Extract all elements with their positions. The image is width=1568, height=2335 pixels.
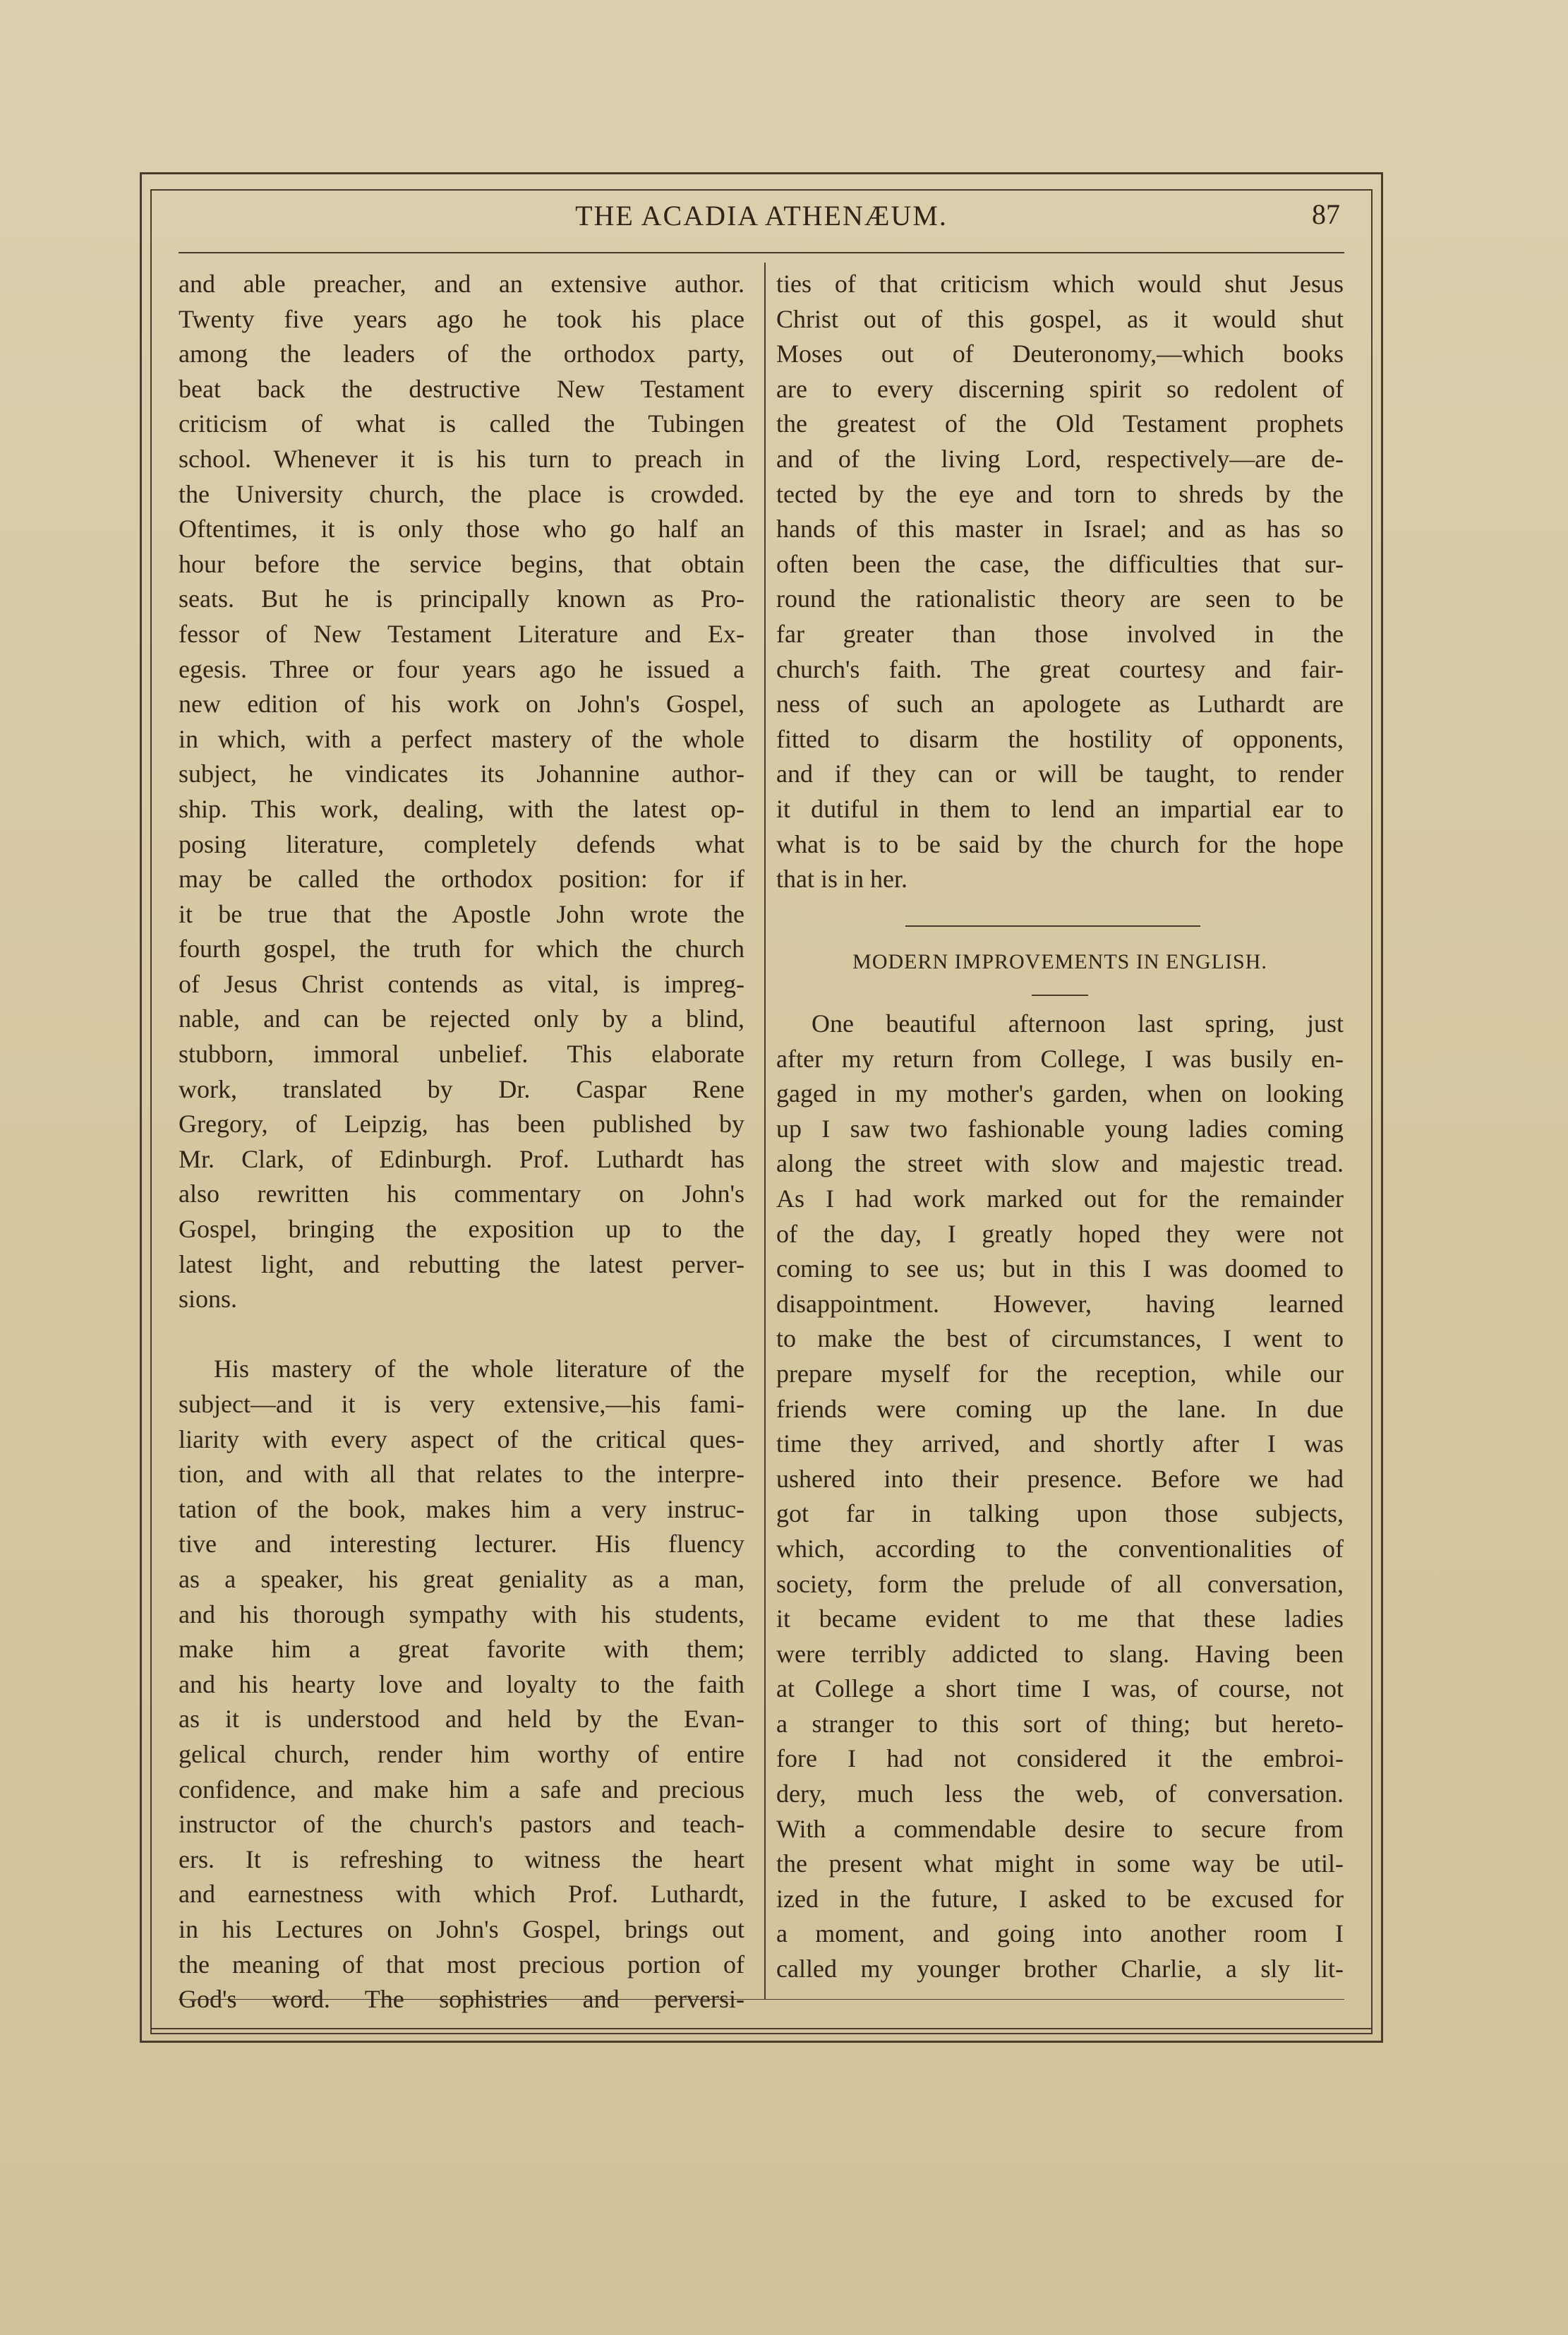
text-line: tected by the eye and torn to shreds by the (776, 479, 1344, 508)
text-line: that is in her. (776, 865, 907, 894)
page-number: 87 (1312, 198, 1340, 230)
text-line: ized in the future, I asked to be excused for (776, 1884, 1344, 1913)
text-line: and earnestness with which Prof. Luthardt, (179, 1880, 744, 1909)
text-line: dery, much less the web, of conversation. (776, 1779, 1344, 1808)
text-line: latest light, and rebutting the latest perver- (179, 1249, 744, 1278)
text-line: far greater than those involved in the (776, 619, 1344, 648)
text-line: seats. But he is principally known as Pro- (179, 584, 744, 613)
text-line: Christ out of this gospel, as it would shut (776, 304, 1344, 333)
text-line: to make the best of circumstances, I went to (776, 1324, 1344, 1353)
text-line: tion, and with all that relates to the interpre- (179, 1460, 744, 1489)
page-border-bottom-rule (150, 2028, 1373, 2029)
text-line: Gospel, bringing the exposition up to the (179, 1215, 744, 1244)
text-line: fessor of New Testament Literature and Ex- (179, 619, 744, 648)
running-header (150, 195, 1373, 244)
section-title: MODERN IMPROVEMENTS IN ENGLISH. (852, 950, 1267, 973)
text-line: got far in talking upon those subjects, (776, 1499, 1344, 1528)
text-line: what is to be said by the church for the hope (776, 829, 1344, 858)
text-line: the present what might in some way be util- (776, 1849, 1344, 1878)
text-line: ness of such an apologete as Luthardt are (776, 690, 1344, 719)
right-column-bottom (776, 1007, 1344, 1987)
text-line: work, translated by Dr. Caspar Rene (179, 1074, 744, 1103)
text-line: confidence, and make him a safe and precious (179, 1775, 744, 1803)
text-line: coming to see us; but in this I was doomed to (776, 1254, 1344, 1283)
text-line: among the leaders of the orthodox party, (179, 340, 744, 368)
text-line: friends were coming up the lane. In due (776, 1394, 1344, 1423)
text-line: and his hearty love and loyalty to the faith (179, 1669, 744, 1698)
text-line: and his thorough sympathy with his students, (179, 1599, 744, 1628)
text-line: fore I had not considered it the embroi- (776, 1744, 1344, 1773)
text-line: prepare myself for the reception, while our (776, 1359, 1344, 1388)
text-line: and of the living Lord, respectively—are de- (776, 444, 1344, 473)
text-line: egesis. Three or four years ago he issued a (179, 654, 744, 683)
text-line: ushered into their presence. Before we had (776, 1464, 1344, 1493)
text-line: as a speaker, his great geniality as a man, (179, 1564, 744, 1593)
text-line: One beautiful afternoon last spring, just (812, 1009, 1344, 1038)
text-line: instructor of the church's pastors and teach- (179, 1810, 744, 1839)
text-line: tive and interesting lecturer. His fluency (179, 1530, 744, 1559)
text-line: fitted to disarm the hostility of opponents, (776, 724, 1344, 753)
text-line: up I saw two fashionable young ladies coming (776, 1114, 1344, 1143)
text-line: His mastery of the whole literature of the (214, 1355, 744, 1383)
text-line: along the street with slow and majestic tread. (776, 1149, 1344, 1178)
text-line: time they arrived, and shortly after I was (776, 1429, 1344, 1458)
text-line: criticism of what is called the Tubingen (179, 409, 744, 438)
text-line: society, form the prelude of all conversation, (776, 1569, 1344, 1598)
text-line: Oftentimes, it is only those who go half an (179, 515, 744, 544)
text-line: a moment, and going into another room I (776, 1919, 1344, 1948)
text-line: sions. (179, 1285, 238, 1314)
text-line: also rewritten his commentary on John's (179, 1179, 744, 1208)
text-line: Gregory, of Leipzig, has been published by (179, 1110, 744, 1139)
text-line: church's faith. The great courtesy and fair- (776, 654, 1344, 683)
text-line: disappointment. However, having learned (776, 1289, 1344, 1318)
right-column-top (776, 267, 1344, 897)
text-line: gelical church, render him worthy of entire (179, 1739, 744, 1768)
text-line: ers. It is refreshing to witness the heart (179, 1844, 744, 1873)
text-line: round the rationalistic theory are seen to be (776, 584, 1344, 613)
text-line: the University church, the place is crowded. (179, 479, 744, 508)
text-line: are to every discerning spirit so redolent of (776, 374, 1344, 403)
text-line: God's word. The sophistries and perversi- (179, 1985, 744, 2014)
text-line: gaged in my mother's garden, when on looking (776, 1079, 1344, 1108)
text-line: in which, with a perfect mastery of the whole (179, 724, 744, 753)
text-line: and if they can or will be taught, to render (776, 760, 1344, 788)
text-line: ties of that criticism which would shut Jesus (776, 270, 1344, 298)
text-line: a stranger to this sort of thing; but hereto- (776, 1709, 1344, 1738)
text-line: With a commendable desire to secure from (776, 1814, 1344, 1843)
text-line: As I had work marked out for the remainder (776, 1184, 1344, 1213)
text-line: it became evident to me that these ladies (776, 1604, 1344, 1633)
text-line: Moses out of Deuteronomy,—which books (776, 340, 1344, 368)
text-line: hour before the service begins, that obtain (179, 549, 744, 578)
section-separator-rule (905, 925, 1200, 927)
text-line: in his Lectures on John's Gospel, brings out (179, 1914, 744, 1943)
text-line: called my younger brother Charlie, a sly lit- (776, 1955, 1344, 1983)
text-line: of Jesus Christ contends as vital, is impreg- (179, 969, 744, 998)
text-line: new edition of his work on John's Gospel, (179, 690, 744, 719)
text-line: often been the case, the difficulties that sur- (776, 549, 1344, 578)
text-line: make him a great favorite with them; (179, 1635, 744, 1664)
text-line: nable, and can be rejected only by a blind, (179, 1004, 744, 1033)
text-line: subject, he vindicates its Johannine author- (179, 760, 744, 788)
text-line: which, according to the conventionalities of (776, 1534, 1344, 1563)
column-divider (764, 263, 766, 1999)
text-line: the meaning of that most precious portion of (179, 1950, 744, 1979)
text-line: as it is understood and held by the Evan- (179, 1705, 744, 1734)
text-line: after my return from College, I was busily en- (776, 1044, 1344, 1073)
text-line: the greatest of the Old Testament prophets (776, 409, 1344, 438)
text-line: subject—and it is very extensive,—his fami- (179, 1390, 744, 1418)
text-line: it be true that the Apostle John wrote the (179, 899, 744, 928)
text-line: may be called the orthodox position: for if (179, 865, 744, 894)
text-line: and able preacher, and an extensive author. (179, 270, 744, 298)
text-line: Mr. Clark, of Edinburgh. Prof. Luthardt has (179, 1144, 744, 1173)
text-line: hands of this master in Israel; and as has so (776, 515, 1344, 544)
text-line: it dutiful in them to lend an impartial ear to (776, 794, 1344, 823)
left-column (179, 267, 744, 2017)
text-line: Twenty five years ago he took his place (179, 304, 744, 333)
text-line: fourth gospel, the truth for which the church (179, 935, 744, 964)
text-line: of the day, I greatly hoped they were not (776, 1219, 1344, 1248)
text-line: tation of the book, makes him a very instruc- (179, 1494, 744, 1523)
journal-title: THE ACADIA ATHENÆUM. (575, 200, 948, 232)
header-rule (179, 252, 1344, 253)
text-line: school. Whenever it is his turn to preach in (179, 444, 744, 473)
section-title-underline (1032, 995, 1088, 996)
text-line: were terribly addicted to slang. Having been (776, 1639, 1344, 1668)
text-line: posing literature, completely defends what (179, 829, 744, 858)
text-line: beat back the destructive New Testament (179, 374, 744, 403)
text-line: ship. This work, dealing, with the latest op- (179, 794, 744, 823)
text-line: at College a short time I was, of course, not (776, 1674, 1344, 1703)
text-line: stubborn, immoral unbelief. This elaborate (179, 1040, 744, 1069)
text-line (179, 1317, 744, 1352)
text-line: liarity with every aspect of the critical ques- (179, 1424, 744, 1453)
